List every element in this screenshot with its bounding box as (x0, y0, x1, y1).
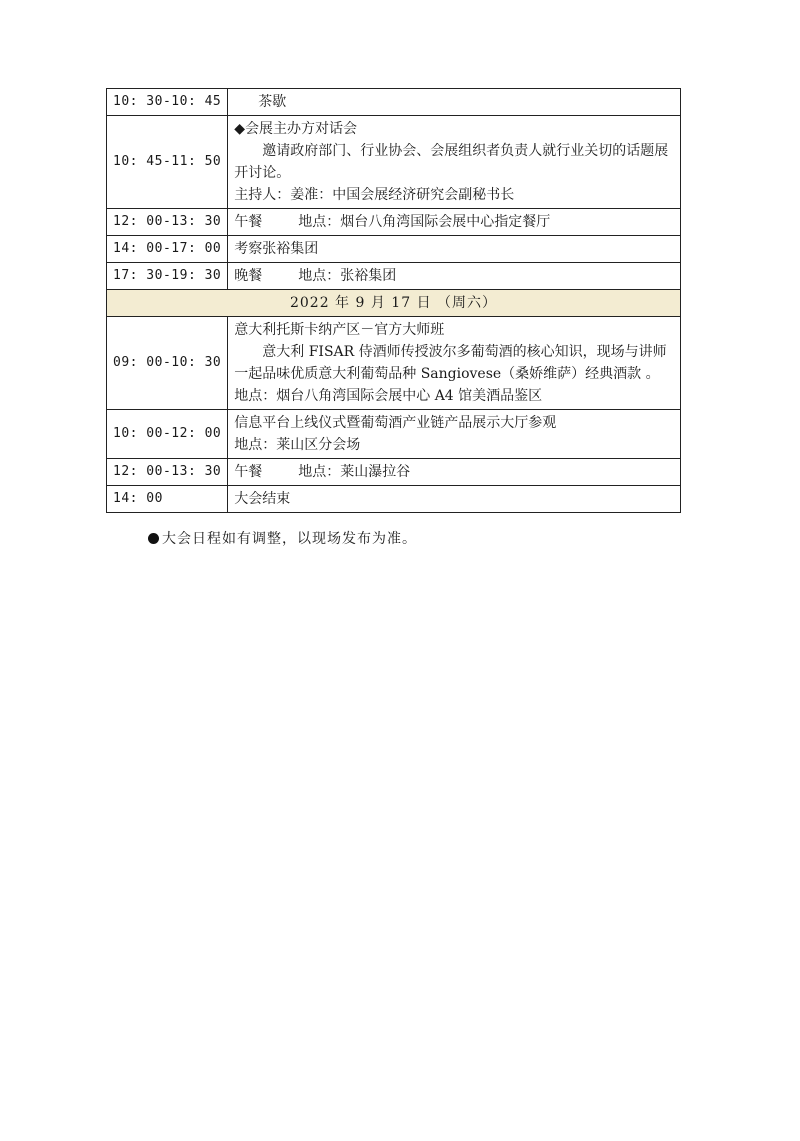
session-title: 意大利托斯卡纳产区－官方大师班 (234, 322, 445, 338)
table-row (107, 236, 681, 263)
session-location: 地点：莱山瀑拉谷 (298, 464, 411, 480)
table-row (107, 116, 681, 209)
session-title: 信息平台上线仪式暨葡萄酒产业链产品展示大厅参观 (234, 415, 557, 431)
footnote-text: 大会日程如有调整，以现场发布为准。 (162, 531, 417, 547)
session-title: 茶歇 (258, 94, 287, 110)
time-cell: 09: 00-10: 30 (107, 317, 228, 410)
table-row (107, 486, 681, 513)
time-cell: 14: 00-17: 00 (107, 236, 228, 263)
content-cell (228, 317, 681, 410)
date-header: 2022 年 9 月 17 日 （周六） (107, 290, 681, 317)
session-title: 午餐 (234, 214, 263, 230)
time-cell: 10: 30-10: 45 (107, 89, 228, 116)
table-row (107, 263, 681, 290)
table-row (107, 317, 681, 410)
session-title: 大会结束 (234, 491, 291, 507)
content-cell (228, 459, 681, 486)
footnote (148, 528, 417, 548)
time-cell: 10: 00-12: 00 (107, 410, 228, 459)
session-location: 地点：莱山区分会场 (234, 437, 361, 453)
content-cell (228, 209, 681, 236)
date-header-row (107, 290, 681, 317)
session-location: 地点：烟台八角湾国际会展中心指定餐厅 (298, 214, 551, 230)
content-cell (228, 116, 681, 209)
table-row (107, 89, 681, 116)
table-row (107, 410, 681, 459)
content-cell (228, 236, 681, 263)
content-cell (228, 410, 681, 459)
session-description: 邀请政府部门、行业协会、会展组织者负责人就行业关切的话题展开讨论。 (234, 143, 669, 181)
time-cell: 14: 00 (107, 486, 228, 513)
bullet-icon (148, 533, 159, 544)
session-host: 主持人：姜准：中国会展经济研究会副秘书长 (234, 187, 515, 203)
session-title: 考察张裕集团 (234, 241, 319, 257)
content-cell (228, 89, 681, 116)
table-row (107, 459, 681, 486)
schedule-table (106, 88, 681, 513)
session-description: 意大利 FISAR 侍酒师传授波尔多葡萄酒的核心知识，现场与讲师一起品味优质意大利葡萄品种 Sangiovese（桑娇维萨）经典酒款 。 (234, 344, 667, 382)
session-location: 地点：张裕集团 (298, 268, 397, 284)
time-cell: 12: 00-13: 30 (107, 459, 228, 486)
session-title: 午餐 (234, 464, 263, 480)
time-cell: 12: 00-13: 30 (107, 209, 228, 236)
session-title: ◆会展主办方对话会 (234, 121, 358, 137)
content-cell (228, 486, 681, 513)
table-row (107, 209, 681, 236)
time-cell: 17: 30-19: 30 (107, 263, 228, 290)
content-cell (228, 263, 681, 290)
session-title: 晚餐 (234, 268, 263, 284)
time-cell: 10: 45-11: 50 (107, 116, 228, 209)
session-location: 地点：烟台八角湾国际会展中心 A4 馆美酒品鉴区 (234, 388, 543, 404)
